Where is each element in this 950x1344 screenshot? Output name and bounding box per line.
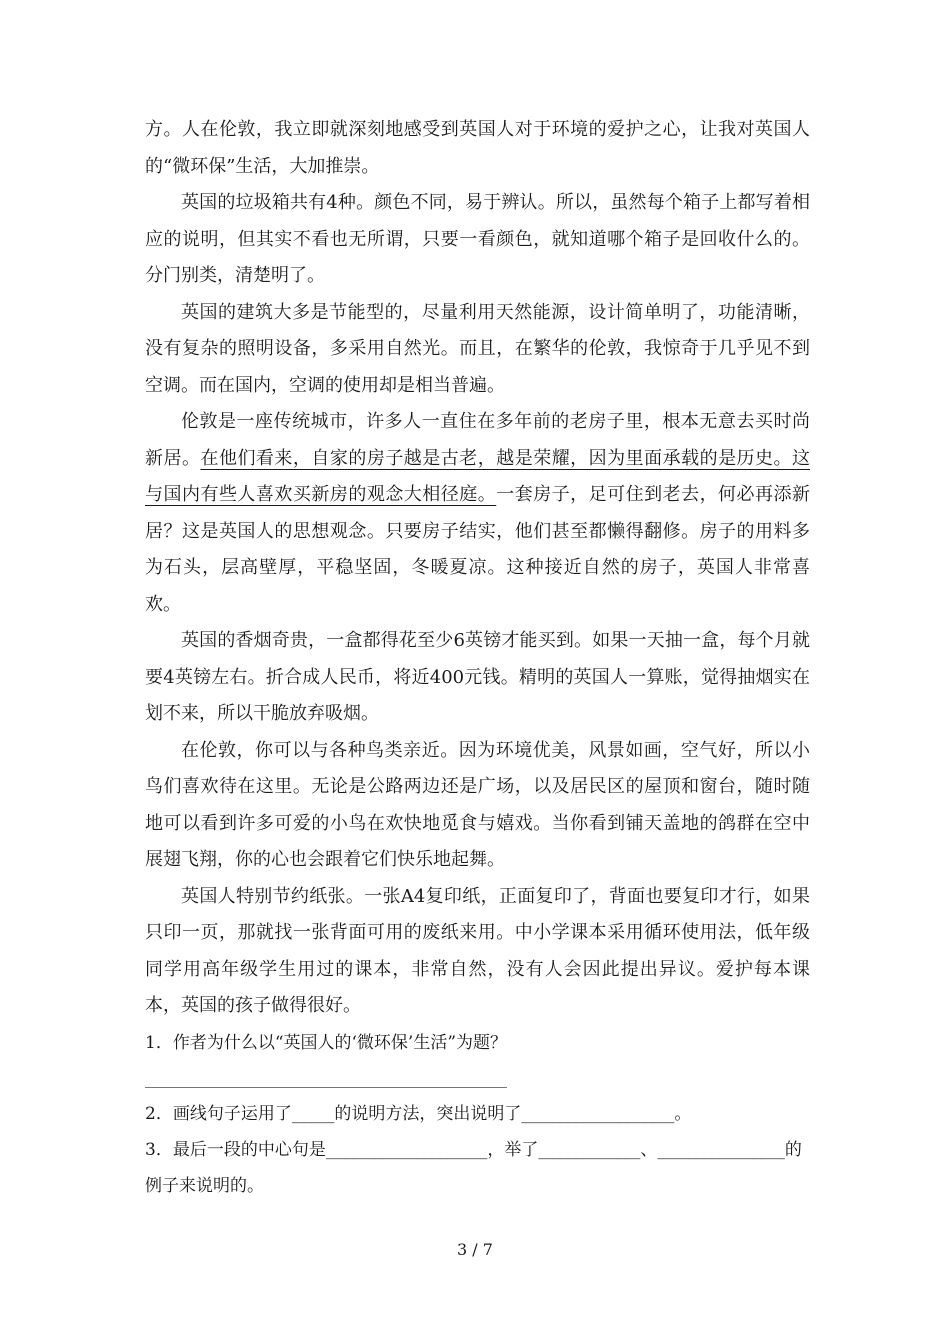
- paragraph-4: [145, 404, 810, 623]
- question-1: 1．作者为什么以“英国人的‘微环保’生活”为题？: [145, 1032, 508, 1053]
- paragraph-1: 方。人在伦敦，我立即就深刻地感受到英国人对于环境的爱护之心，让我对英国人的“微环保”生活，大加推崇。: [145, 119, 810, 177]
- paragraph-6: 在伦敦，你可以与各种鸟类亲近。因为环境优美，风景如画，空气好，所以小鸟们喜欢待在这里。无论是公路两边还是广场，以及居民区的屋顶和窗台，随时随地可以看到许多可爱的小鸟在欢快地觅食与嬉戏。当你看到铺天盖地的鸽群在空中展翅飞翔，你的心也会跟着它们快乐地起舞。: [145, 739, 810, 870]
- paragraph-4-text-b: 一套房子，足可住到老去，何必再添新居？这是英国人的思想观念。只要房子结实，他们甚至都懒得翻修。房子的用料多为石头，层高壁厚，平稳坚固，冬暖夏凉。这种接近自然的房子，英国人非常喜欢。: [145, 484, 811, 615]
- paragraph-5: 英国的香烟奇贵，一盒都得花至少6英镑才能买到。如果一天抽一盒，每个月就要4英镑左右。折合成人民币，将近400元钱。精明的英国人一算账，觉得抽烟实在划不来，所以干脆放弃吸烟。: [145, 630, 810, 724]
- paragraph-7: 英国人特别节约纸张。一张A4复印纸，正面复印了，背面也要复印才行，如果只印一页，那就找一张背面可用的废纸来用。中小学课本采用循环使用法，低年级同学用高年级学生用过的课本，非常自然，没有人会因此提出异议。爱护每本课本，英国的孩子做得很好。: [145, 885, 810, 1016]
- paragraph-4-text-a: 伦敦是一座传统城市，许多人一直住在多年前的老房子里，根本无意去买时尚新居。: [145, 411, 810, 469]
- answer-line-1[interactable]: [145, 1061, 507, 1088]
- paragraph-3: 英国的建筑大多是节能型的，尽量利用天然能源，设计简单明了，功能清晰，没有复杂的照明设备，多采用自然光。而且，在繁华的伦敦，我惊奇于几乎见不到空调。而在国内，空调的使用却是相当普遍。: [145, 301, 810, 396]
- paragraph-2: 英国的垃圾箱共有4种。颜色不同，易于辨认。所以，虽然每个箱子上都写着相应的说明，但其实不看也无所谓，只要一看颜色，就知道哪个箱子是回收什么的。分门别类，清楚明了。: [145, 192, 810, 286]
- underlined-sentence: 在他们看来，自家的房子越是古老，越是荣耀，因为里面承载的是历史。这与国内有些人喜欢买新房的观念大相径庭。: [145, 447, 811, 505]
- document-body: [145, 112, 810, 1204]
- question-2: 2．画线句子运用了_____的说明方法，突出说明了__________________。: [145, 1103, 692, 1124]
- question-3: 3．最后一段的中心句是___________________，举了____________、_______________的例子来说明的。: [145, 1139, 802, 1196]
- page-number: 3 / 7: [457, 1240, 493, 1259]
